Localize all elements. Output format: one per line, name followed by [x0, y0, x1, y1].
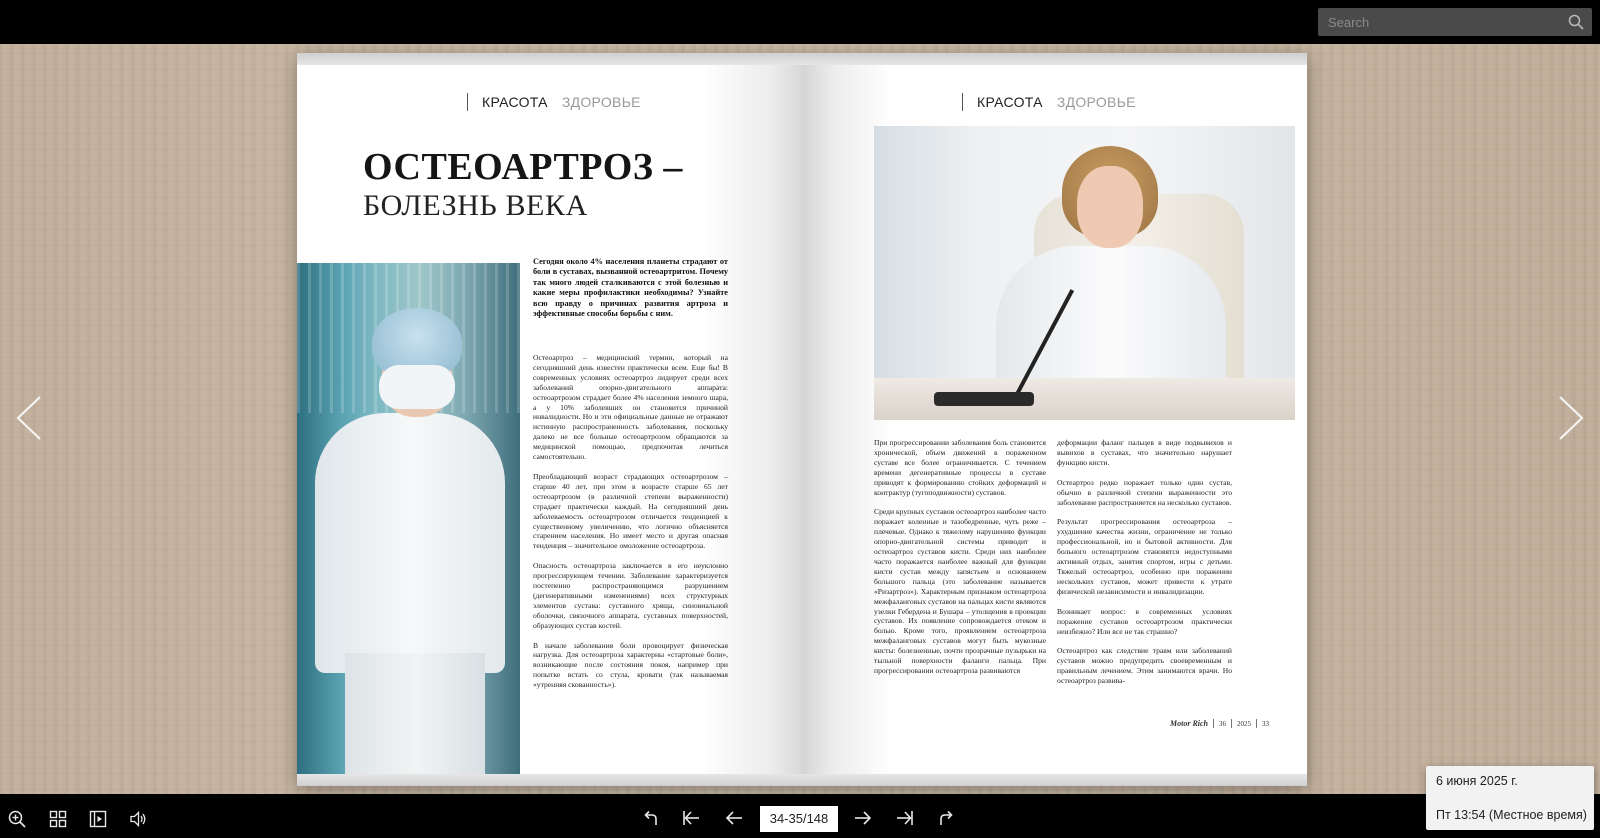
clock-popup [1426, 766, 1594, 830]
page-folio [1170, 719, 1269, 728]
article-subtitle: БОЛЕЗНЬ ВЕКА [363, 189, 588, 222]
article-title: ОСТЕОАРТРОЗ – [363, 146, 683, 188]
search-icon[interactable] [1568, 14, 1584, 30]
section-primary: КРАСОТА [977, 94, 1043, 110]
paragraph: Остеоартроз как следствие травм или заболеваний суставов можно предупредить своевременным и правильным лечением. Этим занимаются врачи. Но остеоартроз развива- [1057, 646, 1232, 686]
doctor-photo [874, 126, 1295, 420]
right-text-column-2 [1057, 438, 1232, 696]
divider [962, 93, 963, 111]
paragraph: деформации фаланг пальцев в виде подвывихов и вывихов в суставах, что значительно нарушает функцию кисти. [1057, 438, 1232, 467]
search-input[interactable] [1318, 8, 1558, 36]
section-primary: КРАСОТА [482, 94, 548, 110]
paragraph: Остеоартроз – медицинский термин, который на сегодняшний день известен практически всем. Еще бы! В современных условиях остеоартроз лидирует среди всех заболеваний опорно-двигательного аппарата: остеоартрозом страдает более 4% населения земного шара, а у 10% заболевших он становится причиной инвалидности. Но и эти официальные данные не отражают истинную распространенность заболевания, поскольку далеко не все больные остеоартрозом обращаются за медицинской помощью, предпочитая лечиться самостоятельно. [533, 353, 728, 462]
page-indicator[interactable]: 34-35/148 [760, 806, 838, 832]
search-box[interactable] [1318, 8, 1592, 36]
paragraph: При прогрессировании заболевания боль становится хронической, объем движений в пораженном суставе все более ограничивается. С течением времени дегенеративные процессы в суставе приводят к формированию стойких деформаций и контрактур (тугоподвижности) суставов. [874, 438, 1046, 497]
left-text-column [533, 353, 728, 700]
right-page[interactable] [802, 53, 1307, 786]
paragraph: Среди крупных суставов остеоартроз наиболее часто поражает коленные и тазобедренные, чуть реже – плечевые. Однако к тяжелому нарушению функции опорно-двигательной системы приводит и остеоартроз суставов кисти. Среди них наиболее часто поражается наиболее важный для функции кисти сустав между запястьем и основанием большого пальца (это заболевание называется «Ризартроз»). Характерным признаком остеоартроза межфаланговых суставов на пальцах кисти являются узелки Гебердена и Бушара – утолщения в проекции суставов. Их появление сопровождается отеком и болью. Кроме того, проявлением остеоартроза межфаланговых суставов могут быть мукозные кисты: болезненные, почти прозрачные пузырьки на тыльной поверхности фаланги пальца. При прогрессировании остеоартроза развиваются [874, 507, 1046, 675]
undo-back-icon[interactable] [640, 808, 660, 828]
magazine-brand: Motor Rich [1170, 719, 1209, 728]
section-tags [467, 93, 641, 111]
right-text-column-1 [874, 438, 1046, 686]
table-of-contents-icon[interactable] [89, 810, 107, 828]
page-number: 33 [1262, 719, 1270, 728]
section-secondary: ЗДОРОВЬЕ [561, 94, 641, 110]
paragraph: Преобладающий возраст страдающих остеоартрозом – старше 40 лет, при этом в возрасте старше 65 лет остеоартрозом (в различной степени выраженности) страдает практически каждый. На сегодняшний день заболеваемость остеоартрозом отличается тенденцией к существенному увеличению, что логично объясняется старением населения. Но имеет место и другая опасная тенденция – значительное омоложение остеоартроза. [533, 471, 728, 551]
section-secondary: ЗДОРОВЬЕ [1056, 94, 1136, 110]
last-page-icon[interactable] [895, 808, 915, 828]
nurse-photo [297, 263, 520, 774]
paragraph: В начале заболевания боли провоцирует физическая нагрузка. Для остеоартроза характерны «стартовые боли», возникающие после состояния покоя, например при попытке встать со стула, кровати (так называемая «утренняя скованность»). [533, 640, 728, 690]
previous-page-icon[interactable] [724, 808, 744, 828]
first-page-icon[interactable] [681, 808, 701, 828]
article-lead: Сегодня около 4% населения планеты страдают от боли в суставах, вызванной остеоартритом. Почему так много людей сталкиваются с этой болезнью и какие меры профилактики необходимы? Узнайте всю правду о причинах развития артроза и эффективные способы борьбы с ним. [533, 257, 728, 319]
divider [467, 93, 468, 111]
left-page[interactable] [297, 53, 802, 786]
next-page-icon[interactable] [853, 808, 873, 828]
thumbnails-grid-icon[interactable] [49, 810, 67, 828]
magazine-spread[interactable] [297, 53, 1307, 786]
section-tags [962, 93, 1136, 111]
issue-number: 36 [1219, 719, 1227, 728]
clock-time: Пт 13:54 (Местное время) [1436, 808, 1587, 822]
clock-date: 6 июня 2025 г. [1436, 774, 1518, 788]
top-bar [0, 0, 1600, 44]
next-page-arrow-icon[interactable] [1556, 395, 1586, 441]
paragraph: Опасность остеоартроза заключается в его неуклонно прогрессирующем течении. Заболевание характеризуется постепенно распространяющимся разрушением (дегенеративными изменениями) всех структурных элементов сустава: суставного хряща, синовиальной оболочки, связочного аппарата, суставных поверхностей, образующих сустав костей. [533, 561, 728, 630]
zoom-in-icon[interactable] [8, 810, 26, 828]
issue-year: 2025 [1237, 719, 1252, 728]
paragraph: Остеартроз редко поражает только один сустав, обычно в различной степени выраженности это заболевание распространяется на несколько суставов. [1057, 477, 1232, 507]
sound-icon[interactable] [129, 810, 147, 828]
redo-forward-icon[interactable] [937, 808, 957, 828]
previous-page-arrow-icon[interactable] [14, 395, 44, 441]
paragraph: Результат прогрессирования остеоартроза – ухудшение качества жизни, ограничение не только профессиональной, но и бытовой активности. Для больного остеоартрозом становятся недоступными активный отдых, занятия спортом, игры с детьми. Тяжелый остеоартроз, особенно при поражении нескольких суставов, может привести к утрате физической независимости и инвалидизации. [1057, 517, 1232, 596]
paragraph: Возникает вопрос: в современных условиях поражение суставов остеоартрозом практически неизбежно? Или все не так страшно? [1057, 606, 1232, 636]
